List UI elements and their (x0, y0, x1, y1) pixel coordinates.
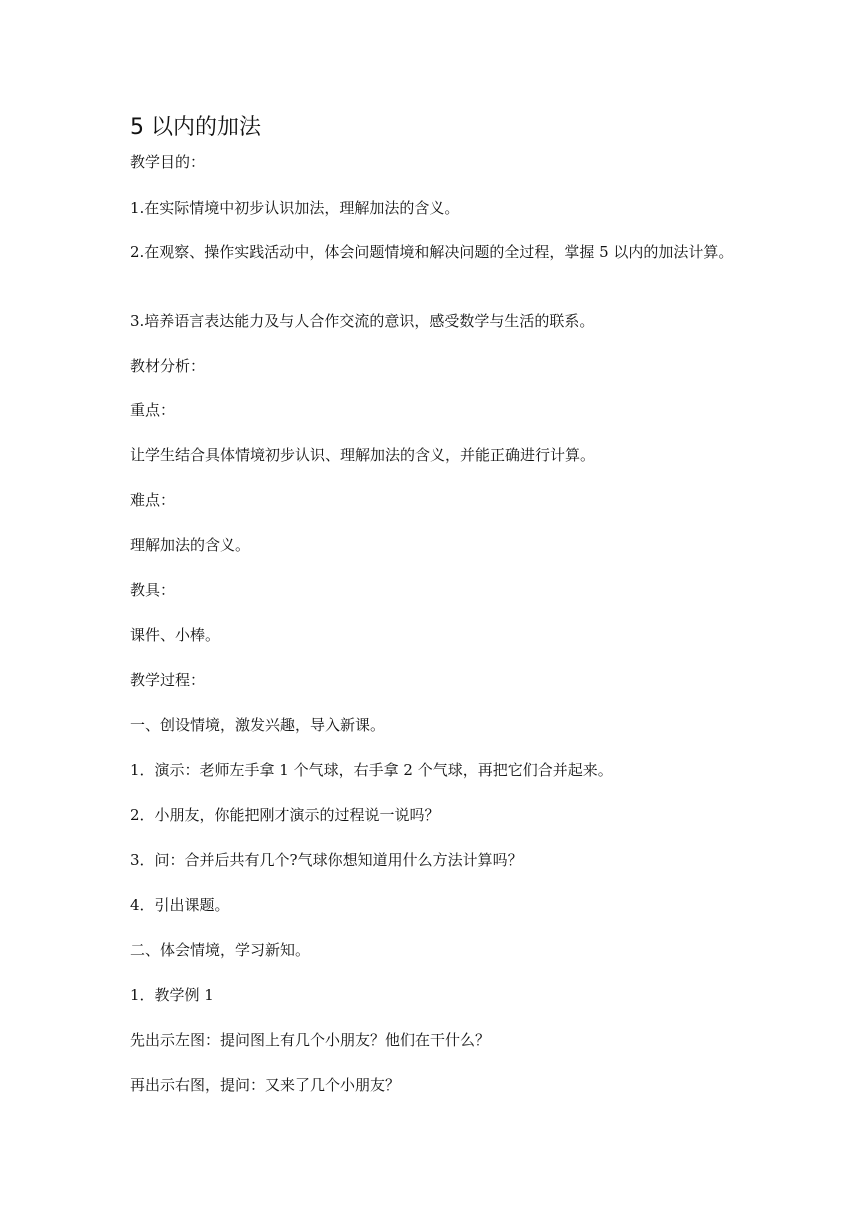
paragraph-left-image-question: 先出示左图：提问图上有几个小朋友？他们在干什么？ (130, 1031, 491, 1049)
paragraph-step-3: 3．问：合并后共有几个?气球你想知道用什么方法计算吗？ (130, 851, 523, 869)
paragraph-material-analysis: 教材分析： (130, 357, 206, 375)
paragraph-difficulty-heading: 难点： (130, 491, 176, 509)
paragraph-step-4: 4．引出课题。 (130, 896, 230, 914)
paragraph-step-2: 2．小朋友，你能把刚才演示的过程说一说吗？ (130, 806, 440, 824)
paragraph-section-2: 二、体会情境，学习新知。 (130, 941, 311, 959)
paragraph-teaching-aids: 课件、小棒。 (130, 626, 221, 644)
paragraph-teaching-aids-heading: 教具： (130, 581, 176, 599)
document-title: 5 以内的加法 (130, 115, 261, 140)
paragraph-objective-1: 1.在实际情境中初步认识加法，理解加法的含义。 (130, 199, 460, 217)
paragraph-objectives-heading: 教学目的： (130, 153, 206, 171)
paragraph-process-heading: 教学过程： (130, 671, 206, 689)
paragraph-example-1: 1．教学例 1 (130, 986, 214, 1004)
paragraph-objective-2: 2.在观察、操作实践活动中，体会问题情境和解决问题的全过程，掌握 5 以内的加法计算。 (130, 243, 734, 261)
paragraph-difficulty: 理解加法的含义。 (130, 536, 251, 554)
paragraph-key-point-heading: 重点： (130, 401, 176, 419)
paragraph-key-point: 让学生结合具体情境初步认识、理解加法的含义，并能正确进行计算。 (130, 446, 596, 464)
paragraph-right-image-question: 再出示右图，提问：又来了几个小朋友？ (130, 1076, 401, 1094)
paragraph-step-1: 1．演示：老师左手拿 1 个气球，右手拿 2 个气球，再把它们合并起来。 (130, 761, 613, 779)
paragraph-objective-3: 3.培养语言表达能力及与人合作交流的意识，感受数学与生活的联系。 (130, 312, 595, 330)
paragraph-section-1: 一、创设情境，激发兴趣，导入新课。 (130, 716, 386, 734)
